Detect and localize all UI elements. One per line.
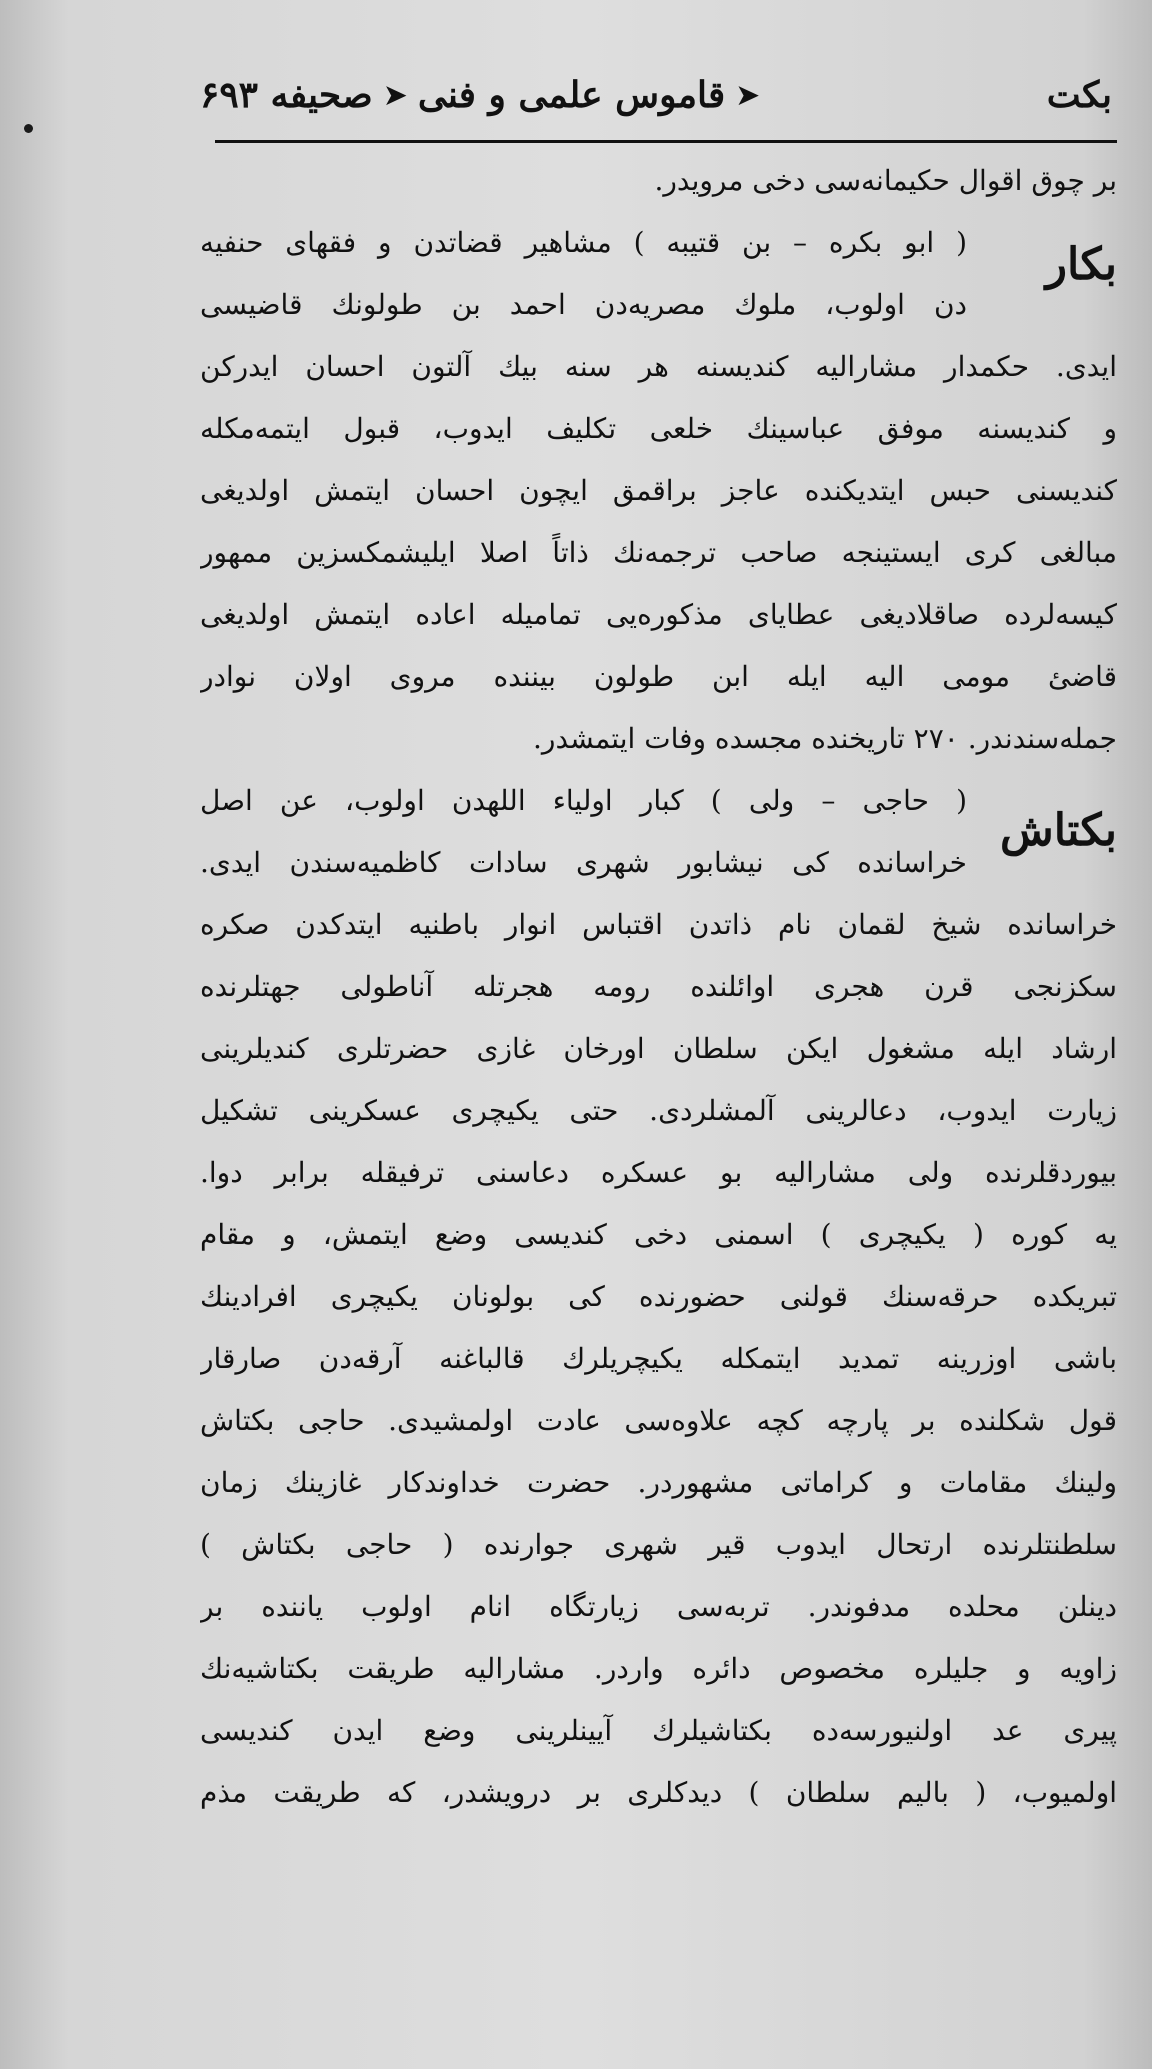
entry-line: جمله‌سندندر. ۲۷۰ تاریخنده مجسده وفات ایتمشدر. bbox=[533, 722, 1117, 755]
entry-line: و کندیسنه موفق عباسینك خلعی تکلیف ایدوب، قبول ایتمه‌مکله bbox=[200, 412, 1117, 445]
entry-line: دن اولوب، ملوك مصریه‌دن احمد بن طولونك قاضیسی bbox=[200, 288, 967, 321]
running-head: بكت bbox=[1046, 74, 1112, 116]
entry-headword: بکتاش bbox=[1000, 805, 1117, 856]
entry-line: بیوردقلرنده ولی مشارالیه بو عسکره دعاسنی ترفیقله برابر دوا. bbox=[200, 1156, 1117, 1189]
entry-line: باشی اوزرینه تمدید ایتمکله یکیچریلرك قالباغنه آرقه‌دن صارقار bbox=[200, 1342, 1117, 1375]
entry-line: تبریکده حرقه‌سنك قولنی حضورنده کی بولونان یکیچری افرادینك bbox=[200, 1280, 1117, 1313]
page-header bbox=[200, 60, 1112, 130]
entry-line: سکزنجی قرن هجری اوائلنده رومه هجرتله آناطولی جهتلرنده bbox=[200, 970, 1117, 1003]
entry-line: کیسه‌لرده صاقلادیغی عطایای مذکوره‌یی تمامیله اعاده ایتمش اولدیغی bbox=[200, 598, 1117, 631]
entry-line: پیری عد اولنیورسه‌ده بکتاشیلرك آیینلرینی وضع ایدن کندیسی bbox=[200, 1714, 1117, 1747]
entry-line: یه کوره ( یکیچری ) اسمنی دخی کندیسی وضع ایتمش، و مقام bbox=[200, 1218, 1117, 1251]
page-label: صحیفه ۶۹۳ bbox=[200, 74, 373, 116]
entry-line: دینلن محلده مدفوندر. تربه‌سی زیارتگاه انام اولوب یاننده بر bbox=[200, 1590, 1117, 1623]
entry-line: مبالغی کری ایستینجه صاحب ترجمه‌نك ذاتاً اصلا ایلیشمکسزین ممهور bbox=[200, 536, 1117, 569]
entry-line: سلطنتلرنده ارتحال ایدوب قیر شهری جوارنده ( حاجی بکتاش ) bbox=[200, 1528, 1117, 1561]
entry-line: خراسانده کی نیشابور شهری سادات کاظمیه‌سندن ایدی. bbox=[200, 846, 967, 879]
text-body bbox=[200, 150, 1117, 1824]
entry-headword: بکار bbox=[1045, 239, 1117, 290]
entry-line: زیارت ایدوب، دعالرینی آلمشلردی. حتی یکیچری عسکرینی تشکیل bbox=[200, 1094, 1117, 1127]
entry-bektash bbox=[200, 770, 1117, 1824]
entry-line: اولمیوب، ( بالیم سلطان ) دیدکلری بر درویشدر، که طریقت مذم bbox=[200, 1776, 1117, 1809]
entry-line: ایدی. حکمدار مشارالیه کندیسنه هر سنه بیك آلتون احسان ایدرکن bbox=[200, 350, 1117, 383]
entry-line: کندیسنی حبس ایتدیکنده عاجز براقمق ایچون احسان ایتمش اولدیغی bbox=[200, 474, 1117, 507]
header-rule bbox=[215, 140, 1117, 143]
entry-line: ارشاد ایله مشغول ایکن سلطان اورخان غازی حضرتلری کندیلرینی bbox=[200, 1032, 1117, 1065]
entry-line: قول شکلنده بر پارچه کچه علاوه‌سی عادت اولمشیدی. حاجی بکتاش bbox=[200, 1404, 1117, 1437]
entry-line: خراسانده شیخ لقمان نام ذاتدن اقتباس انوار باطنیه ایتدکدن صکره bbox=[200, 908, 1117, 941]
entry-line: ( ابو بکره – بن قتیبه ) مشاهیر قضاتدن و فقهای حنفیه‌ bbox=[200, 226, 967, 259]
entry-line: ( حاجی – ولی ) کبار اولیاء اللهدن اولوب، عن اصل bbox=[200, 784, 967, 817]
ornament-right-icon: ➤ bbox=[735, 77, 761, 113]
ornament-left-icon: ➤ bbox=[382, 77, 408, 113]
ink-dot bbox=[24, 124, 33, 133]
entry-line: زاویه و جلیلره مخصوص دائره واردر. مشارالیه طریقت بکتاشیه‌نك bbox=[200, 1652, 1117, 1685]
header-title: قاموس علمی و فنی bbox=[417, 74, 726, 116]
entry-line: قاضئ مومی الیه ایله ابن طولون بیننده مروی اولان نوادر bbox=[200, 660, 1117, 693]
entry-bakkar bbox=[200, 212, 1117, 770]
header-title-group bbox=[200, 74, 760, 116]
entry-line: ولینك مقامات و کراماتی مشهوردر. حضرت خداوندکار غازینك زمان bbox=[200, 1466, 1117, 1499]
intro-line: بر چوق اقوال حکیمانه‌سی دخی مرویدر. bbox=[654, 164, 1117, 197]
